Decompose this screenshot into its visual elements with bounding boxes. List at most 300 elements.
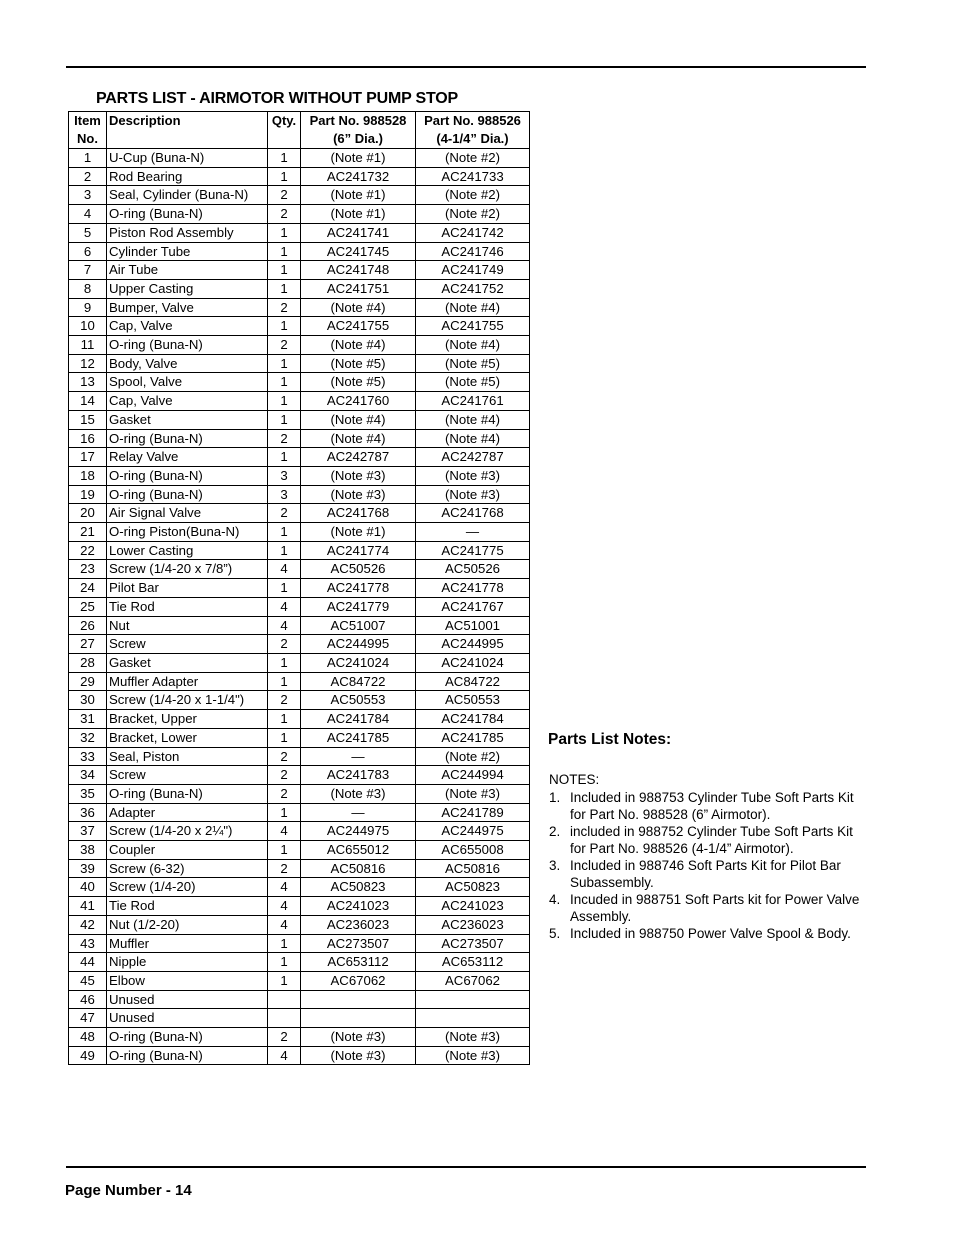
- cell-qty: [268, 1009, 301, 1028]
- cell-qty: 4: [268, 822, 301, 841]
- cell-qty: 1: [268, 373, 301, 392]
- cell-part-988528: AC241732: [301, 167, 416, 186]
- table-row: [69, 223, 530, 242]
- header-part-988526: [416, 112, 530, 149]
- cell-qty: 1: [268, 167, 301, 186]
- cell-part-988528: AC241768: [301, 504, 416, 523]
- table-row: [69, 149, 530, 168]
- cell-part-988528: AC241779: [301, 597, 416, 616]
- cell-description: Muffler Adapter: [107, 672, 268, 691]
- cell-qty: 1: [268, 728, 301, 747]
- cell-part-988526: (Note #3): [416, 784, 530, 803]
- cell-part-988526: AC241749: [416, 261, 530, 280]
- cell-part-988526: AC241775: [416, 541, 530, 560]
- cell-part-988526: AC241778: [416, 579, 530, 598]
- cell-part-988528: (Note #3): [301, 1046, 416, 1065]
- cell-description: O-ring (Buna-N): [107, 429, 268, 448]
- cell-part-988526: AC241752: [416, 279, 530, 298]
- table-row: [69, 466, 530, 485]
- note-item: [549, 789, 867, 823]
- cell-qty: 1: [268, 261, 301, 280]
- cell-item-no: 29: [69, 672, 107, 691]
- cell-description: Adapter: [107, 803, 268, 822]
- cell-item-no: 5: [69, 223, 107, 242]
- cell-qty: 2: [268, 205, 301, 224]
- cell-part-988526: AC241733: [416, 167, 530, 186]
- header-part-988526-line2: (4-1/4” Dia.): [436, 130, 509, 146]
- cell-item-no: 49: [69, 1046, 107, 1065]
- cell-qty: 2: [268, 504, 301, 523]
- header-description: [107, 112, 268, 149]
- cell-description: O-ring (Buna-N): [107, 466, 268, 485]
- cell-part-988528: AC241741: [301, 223, 416, 242]
- cell-description: Seal, Piston: [107, 747, 268, 766]
- cell-part-988528: (Note #1): [301, 523, 416, 542]
- table-row: [69, 504, 530, 523]
- table-row: [69, 317, 530, 336]
- cell-part-988526: [416, 990, 530, 1009]
- table-row: [69, 448, 530, 467]
- cell-description: Screw: [107, 635, 268, 654]
- cell-part-988528: AC51007: [301, 616, 416, 635]
- table-row: [69, 747, 530, 766]
- cell-part-988528: AC241785: [301, 728, 416, 747]
- cell-part-988526: AC241023: [416, 897, 530, 916]
- cell-qty: 1: [268, 223, 301, 242]
- cell-description: Air Tube: [107, 261, 268, 280]
- header-description-label: Description: [109, 113, 181, 128]
- cell-qty: 2: [268, 635, 301, 654]
- cell-qty: 2: [268, 766, 301, 785]
- cell-qty: 4: [268, 560, 301, 579]
- cell-part-988526: AC50526: [416, 560, 530, 579]
- note-number: 1.: [549, 790, 561, 805]
- cell-part-988526: AC50823: [416, 878, 530, 897]
- cell-description: O-ring (Buna-N): [107, 1046, 268, 1065]
- cell-qty: 1: [268, 710, 301, 729]
- cell-item-no: 43: [69, 934, 107, 953]
- table-row: [69, 205, 530, 224]
- note-item: [549, 891, 867, 925]
- table-row: [69, 242, 530, 261]
- cell-item-no: 4: [69, 205, 107, 224]
- cell-part-988528: (Note #5): [301, 373, 416, 392]
- cell-part-988528: AC244975: [301, 822, 416, 841]
- cell-qty: 4: [268, 1046, 301, 1065]
- table-row: [69, 261, 530, 280]
- cell-part-988528: (Note #3): [301, 784, 416, 803]
- notes-label: NOTES:: [549, 772, 600, 787]
- cell-description: Rod Bearing: [107, 167, 268, 186]
- cell-part-988528: (Note #3): [301, 466, 416, 485]
- cell-part-988526: AC241755: [416, 317, 530, 336]
- parts-table-body: [69, 149, 530, 1065]
- cell-part-988526: AC84722: [416, 672, 530, 691]
- cell-part-988526: (Note #3): [416, 485, 530, 504]
- bottom-rule: [66, 1166, 866, 1168]
- cell-part-988528: [301, 990, 416, 1009]
- table-row: [69, 541, 530, 560]
- cell-part-988528: AC241023: [301, 897, 416, 916]
- cell-part-988526: (Note #4): [416, 336, 530, 355]
- cell-description: O-ring (Buna-N): [107, 336, 268, 355]
- cell-part-988528: AC50553: [301, 691, 416, 710]
- cell-part-988526: AC241742: [416, 223, 530, 242]
- cell-item-no: 48: [69, 1028, 107, 1047]
- cell-part-988526: (Note #3): [416, 1046, 530, 1065]
- header-qty-label: Qty.: [271, 113, 297, 128]
- cell-part-988528: AC653112: [301, 953, 416, 972]
- note-number: 5.: [549, 926, 561, 941]
- cell-part-988526: AC50816: [416, 859, 530, 878]
- cell-item-no: 36: [69, 803, 107, 822]
- table-row: [69, 1028, 530, 1047]
- table-row: [69, 691, 530, 710]
- cell-item-no: 12: [69, 354, 107, 373]
- table-row: [69, 298, 530, 317]
- cell-part-988528: AC241748: [301, 261, 416, 280]
- cell-description: Gasket: [107, 653, 268, 672]
- cell-item-no: 9: [69, 298, 107, 317]
- cell-description: Unused: [107, 1009, 268, 1028]
- cell-part-988528: —: [301, 747, 416, 766]
- cell-qty: 1: [268, 354, 301, 373]
- cell-item-no: 38: [69, 841, 107, 860]
- cell-part-988526: AC242787: [416, 448, 530, 467]
- note-text: Incuded in 988751 Soft Parts kit for Power Valve Assembly.: [570, 892, 860, 924]
- cell-item-no: 33: [69, 747, 107, 766]
- cell-description: Unused: [107, 990, 268, 1009]
- cell-part-988528: AC50816: [301, 859, 416, 878]
- cell-item-no: 14: [69, 392, 107, 411]
- cell-part-988528: (Note #3): [301, 485, 416, 504]
- cell-item-no: 46: [69, 990, 107, 1009]
- cell-item-no: 3: [69, 186, 107, 205]
- cell-qty: 2: [268, 336, 301, 355]
- cell-item-no: 35: [69, 784, 107, 803]
- cell-part-988528: AC273507: [301, 934, 416, 953]
- cell-part-988528: (Note #1): [301, 149, 416, 168]
- cell-qty: 4: [268, 878, 301, 897]
- cell-item-no: 10: [69, 317, 107, 336]
- page-number: Page Number - 14: [65, 1182, 192, 1199]
- header-item: [69, 112, 107, 149]
- cell-item-no: 24: [69, 579, 107, 598]
- table-row: [69, 597, 530, 616]
- cell-part-988526: [416, 1009, 530, 1028]
- header-item-line1: Item: [74, 113, 101, 128]
- table-row: [69, 167, 530, 186]
- cell-description: Tie Rod: [107, 597, 268, 616]
- cell-item-no: 34: [69, 766, 107, 785]
- table-row: [69, 485, 530, 504]
- cell-part-988528: AC655012: [301, 841, 416, 860]
- cell-qty: 2: [268, 298, 301, 317]
- cell-qty: 1: [268, 392, 301, 411]
- cell-description: O-ring (Buna-N): [107, 485, 268, 504]
- table-row: [69, 672, 530, 691]
- table-row: [69, 841, 530, 860]
- table-row: [69, 410, 530, 429]
- cell-item-no: 7: [69, 261, 107, 280]
- cell-qty: 2: [268, 691, 301, 710]
- cell-item-no: 32: [69, 728, 107, 747]
- note-number: 2.: [549, 824, 561, 839]
- cell-description: Coupler: [107, 841, 268, 860]
- cell-part-988528: AC241745: [301, 242, 416, 261]
- cell-qty: 2: [268, 784, 301, 803]
- cell-part-988528: AC244995: [301, 635, 416, 654]
- cell-qty: 2: [268, 186, 301, 205]
- header-part-988528-line2: (6” Dia.): [333, 130, 383, 146]
- cell-item-no: 39: [69, 859, 107, 878]
- cell-description: Piston Rod Assembly: [107, 223, 268, 242]
- cell-part-988526: —: [416, 523, 530, 542]
- note-number: 4.: [549, 892, 561, 907]
- note-text: included in 988752 Cylinder Tube Soft Parts Kit for Part No. 988526 (4-1/4” Airmotor).: [570, 824, 853, 856]
- cell-qty: 1: [268, 803, 301, 822]
- cell-part-988528: AC67062: [301, 971, 416, 990]
- cell-qty: 1: [268, 579, 301, 598]
- cell-item-no: 31: [69, 710, 107, 729]
- cell-qty: 1: [268, 149, 301, 168]
- cell-part-988528: [301, 1009, 416, 1028]
- cell-part-988528: AC241774: [301, 541, 416, 560]
- cell-qty: [268, 990, 301, 1009]
- table-row: [69, 953, 530, 972]
- cell-part-988526: (Note #4): [416, 429, 530, 448]
- cell-description: Tie Rod: [107, 897, 268, 916]
- note-text: Included in 988746 Soft Parts Kit for Pilot Bar Subassembly.: [570, 858, 841, 890]
- cell-description: Elbow: [107, 971, 268, 990]
- cell-description: Nipple: [107, 953, 268, 972]
- cell-item-no: 20: [69, 504, 107, 523]
- cell-item-no: 44: [69, 953, 107, 972]
- cell-description: O-ring (Buna-N): [107, 1028, 268, 1047]
- cell-item-no: 8: [69, 279, 107, 298]
- cell-description: Screw (1/4-20 x 7/8”): [107, 560, 268, 579]
- cell-qty: 1: [268, 523, 301, 542]
- table-row: [69, 579, 530, 598]
- cell-item-no: 25: [69, 597, 107, 616]
- cell-part-988526: AC241024: [416, 653, 530, 672]
- cell-part-988528: (Note #1): [301, 186, 416, 205]
- cell-part-988528: AC50526: [301, 560, 416, 579]
- cell-part-988526: (Note #2): [416, 149, 530, 168]
- cell-qty: 4: [268, 597, 301, 616]
- cell-part-988528: AC241755: [301, 317, 416, 336]
- table-row: [69, 635, 530, 654]
- cell-description: Cap, Valve: [107, 392, 268, 411]
- note-item: [549, 857, 867, 891]
- cell-part-988526: AC241789: [416, 803, 530, 822]
- cell-part-988528: (Note #4): [301, 336, 416, 355]
- cell-part-988526: AC244975: [416, 822, 530, 841]
- cell-qty: 3: [268, 485, 301, 504]
- cell-qty: 1: [268, 410, 301, 429]
- cell-item-no: 45: [69, 971, 107, 990]
- note-text: Included in 988753 Cylinder Tube Soft Parts Kit for Part No. 988528 (6” Airmotor).: [570, 790, 854, 822]
- table-row: [69, 429, 530, 448]
- cell-description: Nut (1/2-20): [107, 915, 268, 934]
- cell-qty: 1: [268, 653, 301, 672]
- table-header-row: [69, 112, 530, 149]
- table-row: [69, 990, 530, 1009]
- cell-description: Body, Valve: [107, 354, 268, 373]
- cell-part-988526: AC51001: [416, 616, 530, 635]
- table-row: [69, 710, 530, 729]
- cell-part-988528: AC50823: [301, 878, 416, 897]
- cell-item-no: 37: [69, 822, 107, 841]
- table-row: [69, 186, 530, 205]
- cell-qty: 2: [268, 429, 301, 448]
- cell-part-988528: AC236023: [301, 915, 416, 934]
- table-row: [69, 523, 530, 542]
- cell-description: Relay Valve: [107, 448, 268, 467]
- cell-qty: 1: [268, 242, 301, 261]
- cell-part-988528: (Note #4): [301, 429, 416, 448]
- cell-item-no: 15: [69, 410, 107, 429]
- cell-item-no: 2: [69, 167, 107, 186]
- cell-part-988526: AC241746: [416, 242, 530, 261]
- table-row: [69, 971, 530, 990]
- cell-item-no: 28: [69, 653, 107, 672]
- cell-part-988526: AC67062: [416, 971, 530, 990]
- cell-qty: 1: [268, 953, 301, 972]
- table-row: [69, 897, 530, 916]
- cell-item-no: 17: [69, 448, 107, 467]
- header-qty: [268, 112, 301, 149]
- header-part-988526-line1: Part No. 988526: [424, 113, 521, 128]
- cell-description: Spool, Valve: [107, 373, 268, 392]
- cell-part-988526: AC241784: [416, 710, 530, 729]
- cell-qty: 1: [268, 317, 301, 336]
- cell-part-988526: (Note #3): [416, 1028, 530, 1047]
- table-row: [69, 373, 530, 392]
- cell-part-988528: AC241760: [301, 392, 416, 411]
- cell-qty: 4: [268, 616, 301, 635]
- cell-item-no: 26: [69, 616, 107, 635]
- cell-part-988528: (Note #5): [301, 354, 416, 373]
- note-text: Included in 988750 Power Valve Spool & Body.: [570, 926, 851, 941]
- cell-description: Pilot Bar: [107, 579, 268, 598]
- cell-qty: 1: [268, 971, 301, 990]
- cell-part-988526: AC244994: [416, 766, 530, 785]
- cell-description: Screw (1/4-20): [107, 878, 268, 897]
- cell-part-988526: (Note #2): [416, 186, 530, 205]
- cell-description: Screw: [107, 766, 268, 785]
- cell-part-988526: AC653112: [416, 953, 530, 972]
- notes-list: [549, 789, 867, 942]
- cell-part-988526: (Note #5): [416, 373, 530, 392]
- notes-heading: Parts List Notes:: [548, 731, 672, 748]
- cell-item-no: 40: [69, 878, 107, 897]
- note-item: [549, 823, 867, 857]
- header-part-988528-line1: Part No. 988528: [309, 113, 407, 128]
- cell-description: Lower Casting: [107, 541, 268, 560]
- cell-item-no: 18: [69, 466, 107, 485]
- cell-item-no: 16: [69, 429, 107, 448]
- cell-qty: 1: [268, 448, 301, 467]
- cell-part-988526: (Note #3): [416, 466, 530, 485]
- table-row: [69, 822, 530, 841]
- table-row: [69, 878, 530, 897]
- cell-item-no: 1: [69, 149, 107, 168]
- cell-part-988526: AC50553: [416, 691, 530, 710]
- cell-description: Nut: [107, 616, 268, 635]
- cell-description: O-ring (Buna-N): [107, 205, 268, 224]
- cell-qty: 3: [268, 466, 301, 485]
- cell-item-no: 22: [69, 541, 107, 560]
- cell-description: Screw (6-32): [107, 859, 268, 878]
- table-row: [69, 616, 530, 635]
- cell-description: U-Cup (Buna-N): [107, 149, 268, 168]
- cell-part-988526: AC655008: [416, 841, 530, 860]
- cell-part-988528: (Note #3): [301, 1028, 416, 1047]
- cell-part-988528: (Note #4): [301, 410, 416, 429]
- cell-part-988526: (Note #5): [416, 354, 530, 373]
- table-row: [69, 336, 530, 355]
- cell-qty: 2: [268, 1028, 301, 1047]
- cell-part-988528: AC242787: [301, 448, 416, 467]
- table-row: [69, 728, 530, 747]
- header-part-988528: [301, 112, 416, 149]
- table-row: [69, 354, 530, 373]
- cell-qty: 2: [268, 747, 301, 766]
- cell-part-988528: AC241783: [301, 766, 416, 785]
- parts-table: [68, 111, 530, 1065]
- table-row: [69, 766, 530, 785]
- cell-part-988526: (Note #2): [416, 747, 530, 766]
- cell-item-no: 6: [69, 242, 107, 261]
- cell-part-988528: —: [301, 803, 416, 822]
- cell-description: O-ring (Buna-N): [107, 784, 268, 803]
- cell-part-988528: AC241751: [301, 279, 416, 298]
- table-row: [69, 560, 530, 579]
- cell-part-988526: AC273507: [416, 934, 530, 953]
- cell-item-no: 27: [69, 635, 107, 654]
- cell-item-no: 41: [69, 897, 107, 916]
- cell-part-988528: AC241024: [301, 653, 416, 672]
- table-row: [69, 915, 530, 934]
- cell-qty: 4: [268, 897, 301, 916]
- cell-part-988526: (Note #2): [416, 205, 530, 224]
- cell-qty: 1: [268, 934, 301, 953]
- cell-qty: 2: [268, 859, 301, 878]
- cell-description: Upper Casting: [107, 279, 268, 298]
- cell-part-988528: AC241784: [301, 710, 416, 729]
- cell-description: Seal, Cylinder (Buna-N): [107, 186, 268, 205]
- cell-qty: 1: [268, 841, 301, 860]
- top-rule: [66, 66, 866, 68]
- cell-part-988528: AC84722: [301, 672, 416, 691]
- cell-item-no: 23: [69, 560, 107, 579]
- cell-item-no: 30: [69, 691, 107, 710]
- cell-part-988526: AC241785: [416, 728, 530, 747]
- cell-part-988528: (Note #4): [301, 298, 416, 317]
- cell-description: Gasket: [107, 410, 268, 429]
- cell-description: Cap, Valve: [107, 317, 268, 336]
- cell-part-988528: AC241778: [301, 579, 416, 598]
- cell-item-no: 11: [69, 336, 107, 355]
- cell-description: Bumper, Valve: [107, 298, 268, 317]
- note-item: [549, 925, 867, 942]
- cell-part-988526: AC236023: [416, 915, 530, 934]
- cell-qty: 1: [268, 672, 301, 691]
- cell-part-988526: AC241767: [416, 597, 530, 616]
- cell-description: Screw (1/4-20 x 2¼"): [107, 822, 268, 841]
- cell-item-no: 19: [69, 485, 107, 504]
